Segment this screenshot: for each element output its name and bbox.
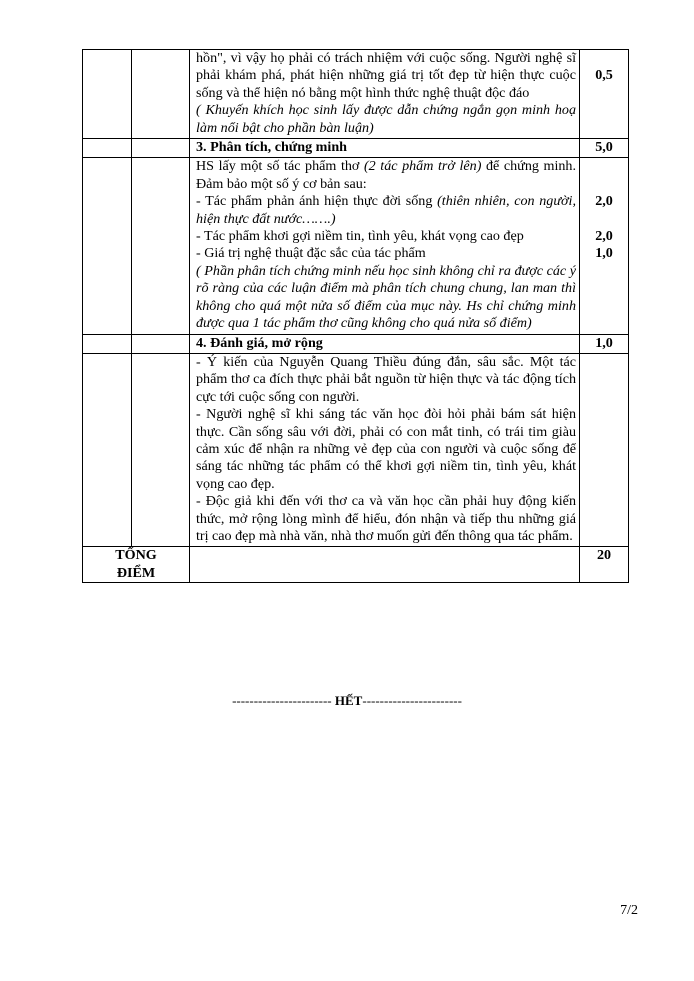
evaluation-paragraph: - Độc giả khi đến với thơ ca và văn học cần phải huy động kiến thức, mở rộng lòng mình để hiểu, đón nhận và tiếp thu những giá trị cao đẹp mà nhà văn, nhà thơ muốn gửi đến thông qua tác phẩm. <box>196 493 576 544</box>
end-marker <box>0 693 694 709</box>
dashes-left: ----------------------- <box>232 693 335 708</box>
table-row <box>83 158 629 334</box>
table-row <box>83 50 629 139</box>
content-cell <box>190 158 580 334</box>
page-number: 7/2 <box>620 903 638 918</box>
content-cell <box>190 50 580 139</box>
scoring-table <box>82 49 629 583</box>
score-value: 5,0 <box>580 139 629 158</box>
intro-italic: (2 tác phẩm trở lên) <box>363 158 482 175</box>
intro-text <box>196 158 576 193</box>
end-word: HẾT <box>334 693 363 708</box>
section-heading: 4. Đánh giá, mở rộng <box>190 334 580 353</box>
total-label <box>83 547 190 583</box>
total-row <box>83 547 629 583</box>
subsection-cell <box>132 353 190 546</box>
criterion-italic: (thiên nhiên, con người, hiện thực đất nước…….) <box>196 193 576 227</box>
table-row <box>83 139 629 158</box>
total-score: 20 <box>580 547 629 583</box>
subsection-cell <box>132 50 190 139</box>
total-label-line: TỔNG <box>115 547 157 564</box>
score-value: 2,0 <box>595 193 613 210</box>
criterion-text: - Tác phẩm phản ánh hiện thực đời sống <box>196 193 438 210</box>
evaluation-paragraph: - Người nghệ sĩ khi sáng tác văn học đòi hỏi phải bám sát hiện thực. Cần sống sâu với đời, phải có con mắt tinh, có trái tim giàu cảm xúc để nhận ra những vẻ đẹp của con người và cuộc sống để sáng tác những tác phẩm có thể khơi gợi niềm tin, tình yêu, khát vọng cao đẹp. <box>196 406 576 492</box>
score-value: 2,0 <box>595 228 613 244</box>
section-cell <box>83 50 132 139</box>
evaluation-paragraph: - Ý kiến của Nguyễn Quang Thiều đúng đắn, sâu sắc. Một tác phẩm thơ ca đích thực phải bắt nguồn từ hiện thực và tác động tích cực tới cuộc sống con người. <box>196 353 576 405</box>
section-heading: 3. Phân tích, chứng minh <box>190 139 580 158</box>
table-row <box>83 353 629 546</box>
score-value: 1,0 <box>580 334 629 353</box>
table-row <box>83 334 629 353</box>
criterion-item <box>196 193 576 228</box>
subsection-cell <box>132 334 190 353</box>
criterion-item: - Giá trị nghệ thuật đặc sắc của tác phẩm <box>196 245 426 262</box>
subsection-cell <box>132 158 190 334</box>
section-cell <box>83 334 132 353</box>
total-label-line: ĐIỂM <box>116 564 156 581</box>
section-cell <box>83 353 132 546</box>
dashes-right: ----------------------- <box>362 693 462 708</box>
criterion-item: - Tác phẩm khơi gợi niềm tin, tình yêu, khát vọng cao đẹp <box>196 228 524 245</box>
intro-part: để chứng minh. Đảm bảo một số ý cơ bản sau: <box>196 158 576 192</box>
score-value: 1,0 <box>595 245 613 262</box>
score-value: 0,5 <box>595 67 613 83</box>
content-text: hồn", vì vậy họ phải có trách nhiệm với cuộc sống. Người nghệ sĩ phải khám phá, phát hiện những giá trị tốt đẹp từ hiện thực cuộc sống và thể hiện nó bằng một hình thức nghệ thuật độc đáo <box>196 50 576 101</box>
content-cell <box>190 353 580 546</box>
guidance-note: ( Khuyến khích học sinh lấy được dẫn chứng ngắn gọn minh hoạ làm nổi bật cho phần bàn luận) <box>196 102 576 136</box>
score-cell <box>580 50 629 139</box>
score-cell <box>580 353 629 546</box>
section-cell <box>83 158 132 334</box>
section-cell <box>83 139 132 158</box>
subsection-cell <box>132 139 190 158</box>
score-cell <box>580 158 629 334</box>
intro-part: HS lấy một số tác phẩm thơ <box>196 158 364 175</box>
total-content-cell <box>190 547 580 583</box>
guidance-note: ( Phần phân tích chứng minh nếu học sinh không chỉ ra được các ý rõ ràng của các luận điểm mà phân tích chung chung, lan man thì không cho quá một nửa số điểm của mục này. Hs chỉ chứng minh được qua 1 tác phẩm thơ cũng không cho quá nửa số điểm) <box>196 262 576 332</box>
